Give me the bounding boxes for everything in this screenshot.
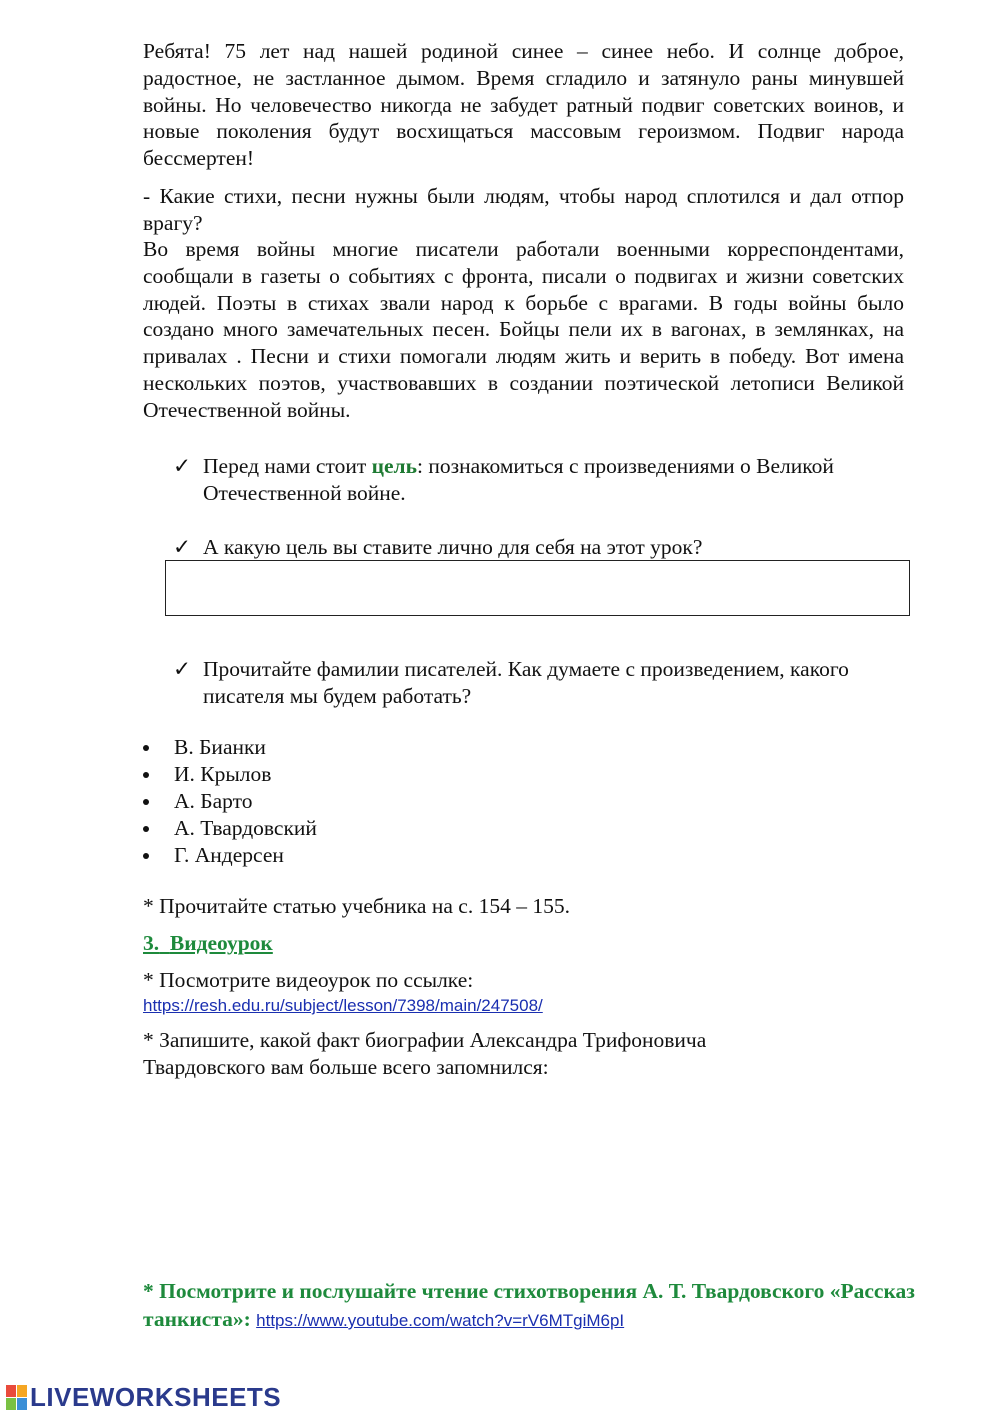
bullet-icon bbox=[143, 799, 149, 805]
war-writers-paragraph: Во время войны многие писатели работали военными корреспондентами, сообщали в газеты о событиях с фронта, писали о подвигах и жизни советских людей. Поэты в стихах звали народ к борьбе с врагами. В годы войны было создано много замечательных песен. Бойцы пели их в вагонах, в землянках, на привалах . Песни и стихи помогали людям жить и верить в победу. Вот имена нескольких поэтов, участвовавших в создании поэтической летописи Великой Отечественной войны. bbox=[143, 237, 904, 422]
checkmark-icon: ✓ bbox=[173, 454, 192, 478]
personal-goal-text: А какую цель вы ставите лично для себя на этот урок? bbox=[203, 535, 703, 559]
intro-paragraph: Ребята! 75 лет над нашей родиной синее – синее небо. И солнце доброе, радостное, не застланное дымом. Время сгладило и затянуло раны минувшей войны. Но человечество никогда не забудет ратный подвиг советских воинов, и новые поколения будут восхищаться массовым героизмом. Подвиг народа бессмертен! bbox=[143, 39, 904, 171]
video-link[interactable]: https://resh.edu.ru/subject/lesson/7398/main/247508/ bbox=[143, 996, 543, 1015]
bullet-icon bbox=[143, 826, 149, 832]
video-task: * Посмотрите видеоурок по ссылке: bbox=[143, 968, 474, 992]
goal-keyword: цель bbox=[371, 454, 417, 478]
final-task: * Посмотрите и послушайте чтение стихотворения А. Т. Твардовского «Рассказ танкиста»: https://www.youtube.com/watch?v=rV6MTgiM6pI bbox=[143, 1279, 915, 1331]
goal-text: Перед нами стоит цель: познакомиться с произведениями о Великой Отечественной войне. bbox=[203, 454, 834, 505]
read-names-checklist-item bbox=[173, 656, 913, 712]
biography-task-line-1: * Запишите, какой факт биографии Александра Трифоновича bbox=[143, 1028, 707, 1052]
goal-checklist-item bbox=[173, 453, 913, 509]
worksheet-page: Ребята! 75 лет над нашей родиной синее – синее небо. И солнце доброе, радостное, не застланное дымом. Время сгладило и затянуло раны минувшей войны. Но человечество никогда не забудет ратный подвиг советских воинов, и новые поколения будут восхищаться массовым героизмом. Подвиг народа бессмертен! - Какие стихи, песни нужны были людям, чтобы народ сплотился и дал отпор врагу? Во время войны многие писатели работали военными корреспондентами, сообщали в газеты о событиях с фронта, писали о подвигах и жизни советских людей. Поэты в стихах звали народ к борьбе с врагами. В годы войны было создано много замечательных песен. Бойцы пели их в вагонах, в землянках, на привалах . Песни и стихи помогали людям жить и верить в победу. Вот имена нескольких поэтов, участвовавших в создании поэтической летописи Великой Отечественной войны. ✓ Перед нами стоит цель: познакомиться с произведениями о Великой Отечественной войне. ✓ А какую цель вы ставите лично для себя на этот урок? ✓ Прочитайте фамилии писателей. Как думаете с произведением, какого писателя мы будем работать? В. Бианки И. Крылов А. Барто А. Твардовский Г. Андерсен * Прочитайте статью учебника на с. 154 – 155. 3. Видеоурок * Посмотрите видеоурок по ссылке: https://resh.edu.ru/subject/lesson/7398/main/247508/ * Запишите, какой факт биографии Александра Трифоновича Твардовского вам больше всего запомнился: * Посмотрите и послушайте чтение стихотворения А. Т. Твардовского «Рассказ танкиста»: https://www.youtube.com/watch?v=rV6MTgiM6pI LIVEWORKSHEETS bbox=[0, 0, 1000, 1413]
checkmark-icon: ✓ bbox=[173, 657, 192, 681]
video-link-row bbox=[143, 991, 543, 1020]
bullet-icon bbox=[143, 853, 149, 859]
bullet-icon bbox=[143, 745, 149, 751]
logo-icon bbox=[6, 1385, 27, 1410]
read-names-text: Прочитайте фамилии писателей. Как думаете с произведением, какого писателя мы будем работать? bbox=[203, 657, 849, 708]
biography-task-line-2: Твардовского вам больше всего запомнился: bbox=[143, 1055, 549, 1079]
logo-text: LIVEWORKSHEETS bbox=[30, 1381, 282, 1412]
checkmark-icon: ✓ bbox=[173, 535, 192, 559]
liveworksheets-logo bbox=[6, 1382, 281, 1412]
question-paragraph: - Какие стихи, песни нужны были людям, чтобы народ сплотился и дал отпор врагу? bbox=[143, 184, 904, 235]
textbook-task: * Прочитайте статью учебника на с. 154 – 155. bbox=[143, 894, 570, 918]
personal-goal-checklist-item bbox=[173, 534, 913, 561]
bullet-icon bbox=[143, 772, 149, 778]
section-heading: 3. Видеоурок bbox=[143, 931, 273, 955]
youtube-link[interactable]: https://www.youtube.com/watch?v=rV6MTgiM6pI bbox=[256, 1311, 625, 1330]
personal-goal-answer-box[interactable] bbox=[165, 560, 910, 616]
